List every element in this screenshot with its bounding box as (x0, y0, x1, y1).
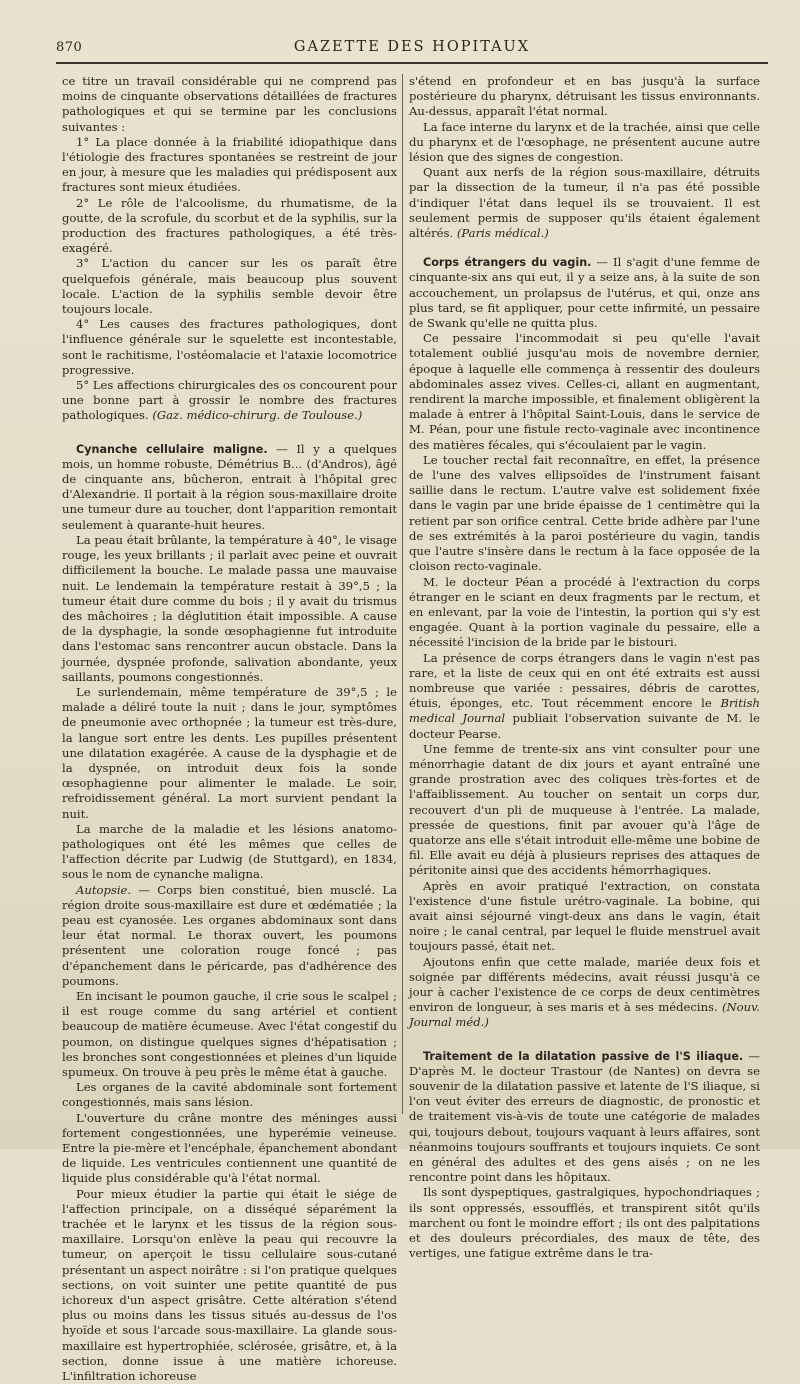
paragraph: La marche de la maladie et les lésions anatomo-pathologiques ont été les mêmes que celles de l'affection décrite par Ludwig (de Stuttgard), en 1834, sous le nom de cynanche maligna. (62, 821, 397, 882)
paragraph: 1° La place donnée à la friabilité idiopathique dans l'étiologie des fractures spontanées se restreint de jour en jour, à mesure que les maladies qui prédisposent aux fractures sont mieux étudiées. (62, 134, 397, 195)
paragraph (62, 378, 397, 424)
paragraph: Ce pessaire l'incommodait si peu qu'elle l'avait totalement oublié jusqu'au mois de novembre dernier, époque à laquelle elle commença à ressentir des douleurs abdominales assez vives. Celles-ci, allant en augmentant, rendirent la marche impossible, et finalement obligèrent la malade à entrer à l'hôpital Saint-Louis, dans le service de M. Péan, pour une fistule recto-vaginale avec incontinence des matières fécales, qui s'écoulaient par le vagin. (409, 331, 760, 452)
paragraph-text: — D'après M. le docteur Trastour (de Nantes) on devra se souvenir de la dilatation passive et latente de l'S iliaque, si l'on veut éviter des erreurs de diagnostic, de pronostic et de traitement vis-à-vis de toute une catégorie de malades qui, toujours debout, toujours vaquant à leurs affaires, sont néanmoins toujours souffrants et toujours inquiets. Ce sont en général des adultes et des gens aisés ; on ne les rencontre point dans les hôpitaux. (409, 1048, 760, 1185)
paragraph-text: publiait l'observation suivante de M. le docteur Pearse. (409, 711, 760, 741)
paragraph: ce titre un travail considérable qui ne comprend pas moins de cinquante observations détaillées de fractures pathologiques et qui se termine par les conclusions suivantes : (62, 74, 397, 134)
paragraph: Le toucher rectal fait reconnaître, en effet, la présence de l'une des valves ellipsoïdes de l'instrument faisant saillie dans le rectum. L'autre valve est solidement fixée dans le vagin par une bride épaisse de 1 centimètre qui la retient par son orifice central. Cette bride adhère par l'une de ses extrémités à la paroi postérieure du vagin, tandis que l'autre s'insère dans le rectum à la face opposée de la cloison recto-vaginale. (409, 452, 760, 574)
article-title: Traitement de la dilatation passive de l'S iliaque. (423, 1049, 744, 1063)
paragraph-text: Quant aux nerfs de la région sous-maxillaire, détruits par la dissection de la tumeur, il n'a pas été possible d'indiquer l'état dans lequel ils se trouvaient. Il est seulement permis de supposer qu'ils étaient également altérés. (409, 165, 760, 241)
paragraph: 4° Les causes des fractures pathologiques, dont l'influence générale sur le squelette est incontestable, sont le rachitisme, l'ostéomalacie et l'ataxie locomotrice progressive. (62, 317, 397, 377)
paragraph: 3° L'action du cancer sur les os paraît être quelquefois générale, mais beaucoup plus souvent locale. L'action de la syphilis semble devoir être toujours locale. (62, 256, 397, 317)
paragraph: La peau était brûlante, la température à 40°, le visage rouge, les yeux brillants ; il parlait avec peine et ouvrait difficilement la bouche. Le malade passa une mauvaise nuit. Le lendemain la température restait à 39°,5 ; la tumeur était dure comme du bois ; il y avait du trismus des mâchoires ; la déglutition était impossible. A cause de la dysphagie, la sonde œsophagienne fut introduite dans l'estomac sans rencontrer aucun obstacle. Dans la journée, dyspnée profonde, salivation abondante, yeux saillants, poumons congestionnés. (62, 532, 397, 684)
paragraph-text: 5° Les affections chirurgicales des os concourent pour une bonne part à grossir le nombre des fractures pathologiques. (62, 378, 398, 423)
paragraph: 2° Le rôle de l'alcoolisme, du rhumatisme, de la goutte, de la scrofule, du scorbut et de la syphilis, sur la production des fractures pathologiques, a été très-exagéré. (62, 195, 397, 256)
page-number: 870 (56, 40, 83, 55)
article-title: Corps étrangers du vagin. (423, 256, 592, 270)
paragraph-text: La présence de corps étrangers dans le vagin n'est pas rare, et la liste de ceux qui en ont été extraits est aussi nombreuse que variée : pessaires, débris de carottes, étuis, éponges, etc. Tout récemment encore le (409, 650, 760, 711)
page-header (56, 38, 768, 64)
column-divider (402, 74, 403, 1114)
paragraph: Après en avoir pratiqué l'extraction, on constata l'existence d'une fistule urétro-vaginale. La bobine, qui avait ainsi séjourné vingt-deux ans dans le vagin, était noire ; le canal central, par lequel le fluide menstruel avait toujours passé, était net. (409, 878, 760, 954)
paragraph-text: — Il y a quelques mois, un homme robuste, Démétrius B... (d'Andros), âgé de cinquante ans, bûcheron, entrait à l'hôpital grec d'Alexandrie. Il portait à la région sous-maxillaire droite une tumeur dure au toucher, dont l'apparition remontait seulement à quarante-huit heures. (62, 441, 397, 532)
paragraph-text: — Il s'agit d'une femme de cinquante-six ans qui eut, il y a seize ans, à la suite de son accouchement, un prolapsus de l'utérus, et qui, onze ans plus tard, se fit appliquer, pour cette infirmité, un pessaire de Swank qu'elle ne quitta plus. (409, 255, 760, 331)
article-dilatation (409, 1049, 760, 1186)
journal-name: British medical Journal (409, 696, 760, 726)
paragraph: En incisant le poumon gauche, il crie sous le scalpel ; il est rouge comme du sang artériel et contient beaucoup de matière écumeuse. Avec l'état congestif du poumon, on distingue quelques signes d'hépatisation ; les bronches sont congestionnées et pleines d'un liquide spumeux. On trouve à peu près le même état à gauche. (62, 988, 397, 1079)
paragraph (409, 651, 760, 742)
paragraph-text: Ajoutons enfin que cette malade, mariée deux fois et soignée par différents médecins, avait réussi jusqu'à ce jour à cacher l'existence de ce corps de deux centimètres environ de longueur, à ses maris et à ses médecins. (409, 954, 760, 1015)
article-title: Cynanche cellulaire maligne. (76, 442, 268, 456)
left-column (62, 74, 398, 1384)
paragraph (62, 883, 397, 989)
source-citation: (Nouv. Journal méd.) (409, 1000, 760, 1030)
paragraph: Les organes de la cavité abdominale sont fortement congestionnés, mais sans lésion. (62, 1080, 397, 1110)
paragraph: M. le docteur Péan a procédé à l'extraction du corps étranger en le sciant en deux fragments par le rectum, et en enlevant, par la voie de l'intestin, la portion qui s'y est engagée. Quant à la portion vaginale du pessaire, elle a nécessité l'incision de la bride par le bistouri. (409, 574, 760, 650)
article-corps-etrangers (409, 255, 760, 331)
paragraph: L'ouverture du crâne montre des méninges aussi fortement congestionnées, une hyperémie veineuse. Entre la pie-mère et l'encéphale, épanchement abondant de liquide. Les ventricules contiennent une quantité de liquide plus considérable qu'à l'état normal. (62, 1110, 397, 1186)
source-citation: (Paris médical.) (456, 226, 549, 241)
section-label: Autopsie. (76, 882, 132, 897)
paragraph: Une femme de trente-six ans vint consulter pour une ménorrhagie datant de dix jours et ayant entraîné une grande prostration avec des coliques très-fortes et de l'affaiblissement. Au toucher on sentait un corps dur, recouvert d'un pli de muqueuse à l'entrée. La malade, pressée de questions, finit par avouer qu'à l'âge de quatorze ans elle s'était introduit elle-même une bobine de fil. Elle avait eu déjà à plusieurs reprises des attaques de péritonite ainsi que des accidents hémorrhagiques. (409, 741, 760, 878)
paragraph-text: — Corps bien constitué, bien musclé. La région droite sous-maxillaire est dure et œdématiée ; la peau est cyanosée. Les organes abdominaux sont dans leur état normal. Le thorax ouvert, les poumons présentent une coloration rouge foncé ; pas d'épanchement dans le péricarde, pas d'adhérence des poumons. (62, 882, 397, 988)
journal-title: GAZETTE DES HOPITAUX (293, 39, 531, 55)
paragraph (409, 955, 760, 1031)
paragraph: La face interne du larynx et de la trachée, ainsi que celle du pharynx et de l'œsophage, ne présentent aucune autre lésion que des signes de congestion. (409, 119, 760, 165)
paragraph: Pour mieux étudier la partie qui était le siége de l'affection principale, on a disséqué séparément la trachée et le larynx et les tissus de la région sous-maxillaire. Lorsqu'on enlève la peau qui recouvre la tumeur, on aperçoit le tissu cellulaire sous-cutané présentant un aspect noirâtre : si l'on pratique quelques sections, on voit suinter une petite quantité de pus ichoreux d'un aspect grisâtre. Cette altération s'étend plus ou moins dans les tissus situés au-dessus de l'os hyoïde et sous l'arcade sous-maxillaire. La glande sous-maxillaire est hypertrophiée, sclérosée, grisâtre, et, à la section, donne issue à une matière ichoreuse. L'infiltration ichoreuse (62, 1186, 397, 1384)
paragraph: Ils sont dyspeptiques, gastralgiques, hypochondriaques ; ils sont oppressés, essoufflés, et transpirent sitôt qu'ils marchent ou font le moindre effort ; ils ont des palpitations et des douleurs précordiales, des maux de tête, des vertiges, une fatigue extrême dans le tra- (409, 1185, 760, 1261)
right-column (409, 74, 760, 1261)
article-cynanche (62, 442, 397, 533)
source-citation: (Gaz. médico-chirurg. de Toulouse.) (152, 408, 363, 423)
paragraph: s'étend en profondeur et en bas jusqu'à la surface postérieure du pharynx, détruisant les tissus environnants. Au-dessus, apparaît l'état normal. (409, 74, 760, 119)
paragraph: Le surlendemain, même température de 39°,5 ; le malade a déliré toute la nuit ; dans le jour, symptômes de pneumonie avec orthopnée ; la tumeur est très-dure, la langue sort entre les dents. Les pupilles présentent une dilatation exagérée. A cause de la dysphagie et de la dyspnée, on introduit deux fois la sonde œsophagienne pour alimenter le malade. Le soir, refroidissement général. La mort survient pendant la nuit. (62, 684, 397, 821)
paragraph (409, 165, 760, 241)
